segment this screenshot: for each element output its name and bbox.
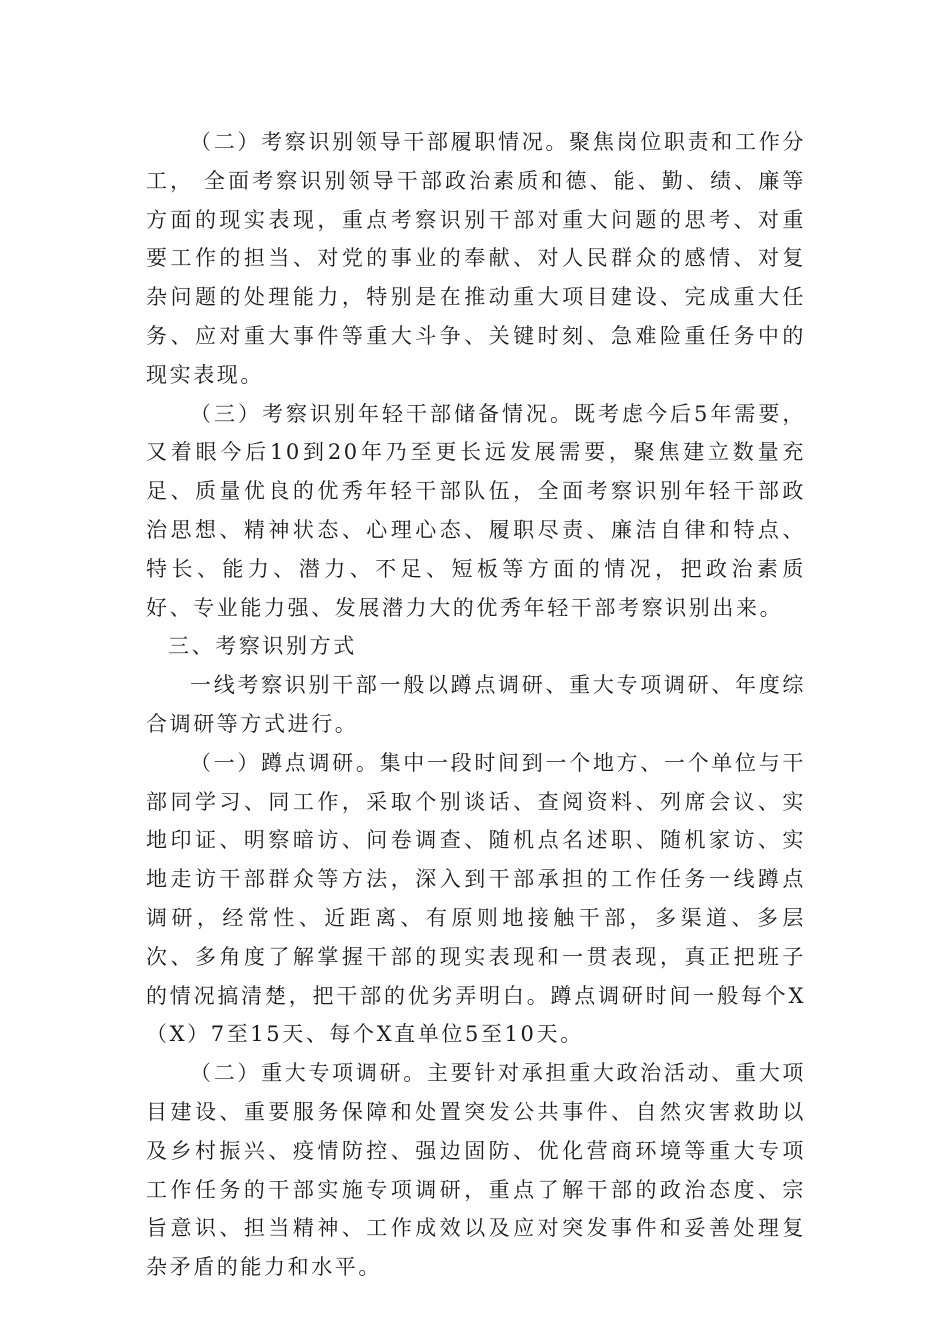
paragraph-on-site-research: （一）蹲点调研。集中一段时间到一个地方、一个单位与干部同学习、同工作，采取个别谈话、查阅资料、列席会议、实地印证、明察暗访、问卷调查、随机点名述职、随机家访、实地走访干部群众等方法，深入到干部承担的工作任务一线蹲点调研，经常性、近距离、有原则地接触干部，多渠道、多层次、多角度了解掌握干部的现实表现和一贯表现，真正把班子的情况搞清楚，把干部的优劣弄明白。蹲点调研时间一般每个X （X）7至15天、每个X直单位5至10天。 [146,750,816,1047]
paragraph-young-cadre-reserve: （三）考察识别年轻干部储备情况。既考虑今后5年需要，又着眼今后10到20年乃至更长远发展需要，聚焦建立数量充足、质量优良的优秀年轻干部队伍，全面考察识别年轻干部政治思想、精神状态、心理心态、履职尽责、廉洁自律和特点、特长、能力、潜力、不足、短板等方面的情况，把政治素质好、专业能力强、发展潜力大的优秀年轻干部考察识别出来。 [146,401,806,620]
section-heading-methods: 三、考察识别方式 [168,634,357,659]
paragraph-methods-intro: 一线考察识别干部一般以蹲点调研、重大专项调研、年度综合调研等方式进行。 [146,673,806,736]
document-body [146,123,816,1287]
paragraph-special-research: （二）重大专项调研。主要针对承担重大政治活动、重大项目建设、重要服务保障和处置突发公共事件、自然灾害救助以及乡村振兴、疫情防控、强边固防、优化营商环境等重大专项工作任务的干部实施专项调研，重点了解干部的政治态度、宗旨意识、担当精神、工作成效以及应对突发事件和妥善处理复杂矛盾的能力和水平。 [146,1061,806,1280]
paragraph-leader-performance: （二）考察识别领导干部履职情况。聚焦岗位职责和工作分工， 全面考察识别领导干部政治素质和德、能、勤、绩、廉等方面的现实表现，重点考察识别干部对重大问题的思考、对重要工作的担当、对党的事业的奉献、对人民群众的感情、对复杂问题的处理能力，特别是在推动重大项目建设、完成重大任务、应对重大事件等重大斗争、关键时刻、急难险重任务中的现实表现。 [146,130,806,387]
